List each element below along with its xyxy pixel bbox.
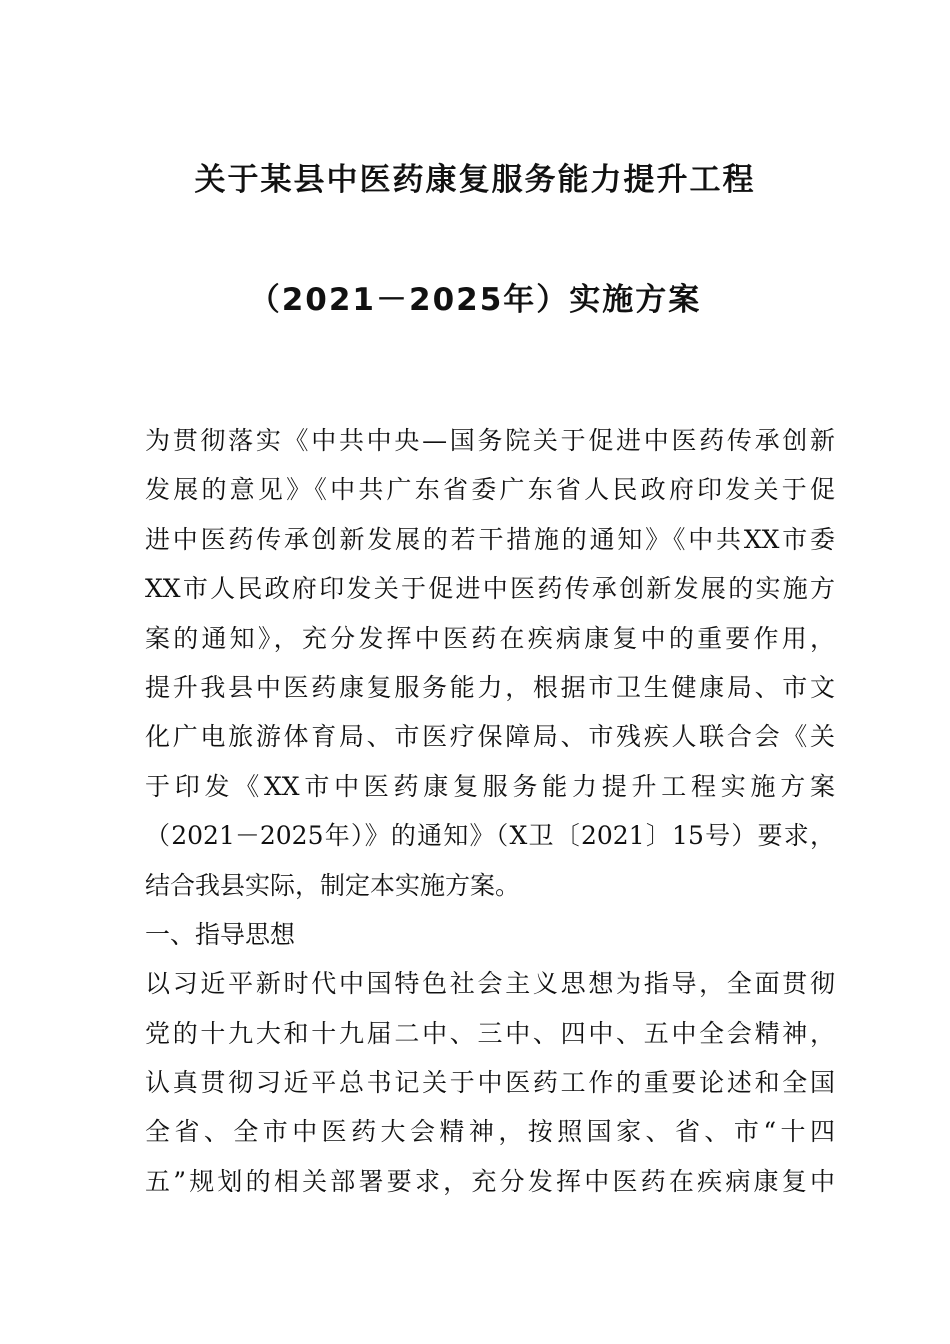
body-line: 结合我县实际，制定本实施方案。 — [145, 870, 521, 900]
body-line: 化广电旅游体育局、市医疗保障局、市残疾人联合会《关 — [145, 722, 835, 752]
body-line: 于印发《XX市中医药康复服务能力提升工程实施方案 — [145, 771, 835, 801]
body-line: 以习近平新时代中国特色社会主义思想为指导，全面贯彻 — [145, 969, 835, 999]
document-title-line-1: 关于某县中医药康复服务能力提升工程 — [194, 162, 756, 198]
body-line: 五”规划的相关部署要求，充分发挥中医药在疾病康复中 — [145, 1166, 835, 1196]
document-body — [145, 416, 835, 1206]
body-line: XX市人民政府印发关于促进中医药传承创新发展的实施方 — [145, 574, 835, 604]
body-line: 党的十九大和十九届二中、三中、四中、五中全会精神， — [145, 1018, 835, 1048]
section-heading: 一、指导思想 — [145, 919, 296, 949]
document-title-line-2: （2021－2025年）实施方案 — [248, 282, 702, 318]
body-line: 为贯彻落实《中共中央—国务院关于促进中医药传承创新 — [145, 426, 835, 455]
body-line: 提升我县中医药康复服务能力，根据市卫生健康局、市文 — [145, 672, 835, 702]
body-line: 案的通知》，充分发挥中医药在疾病康复中的重要作用， — [145, 623, 835, 653]
body-line: 认真贯彻习近平总书记关于中医药工作的重要论述和全国 — [145, 1068, 835, 1098]
body-line: 全省、全市中医药大会精神，按照国家、省、市“十四 — [145, 1117, 835, 1147]
body-line: 进中医药传承创新发展的若干措施的通知》《中共XX市委 — [145, 524, 835, 554]
body-line: （2021－2025年）》的通知》（X卫〔2021〕15号）要求， — [145, 821, 835, 851]
body-line: 发展的意见》《中共广东省委广东省人民政府印发关于促 — [145, 475, 835, 505]
